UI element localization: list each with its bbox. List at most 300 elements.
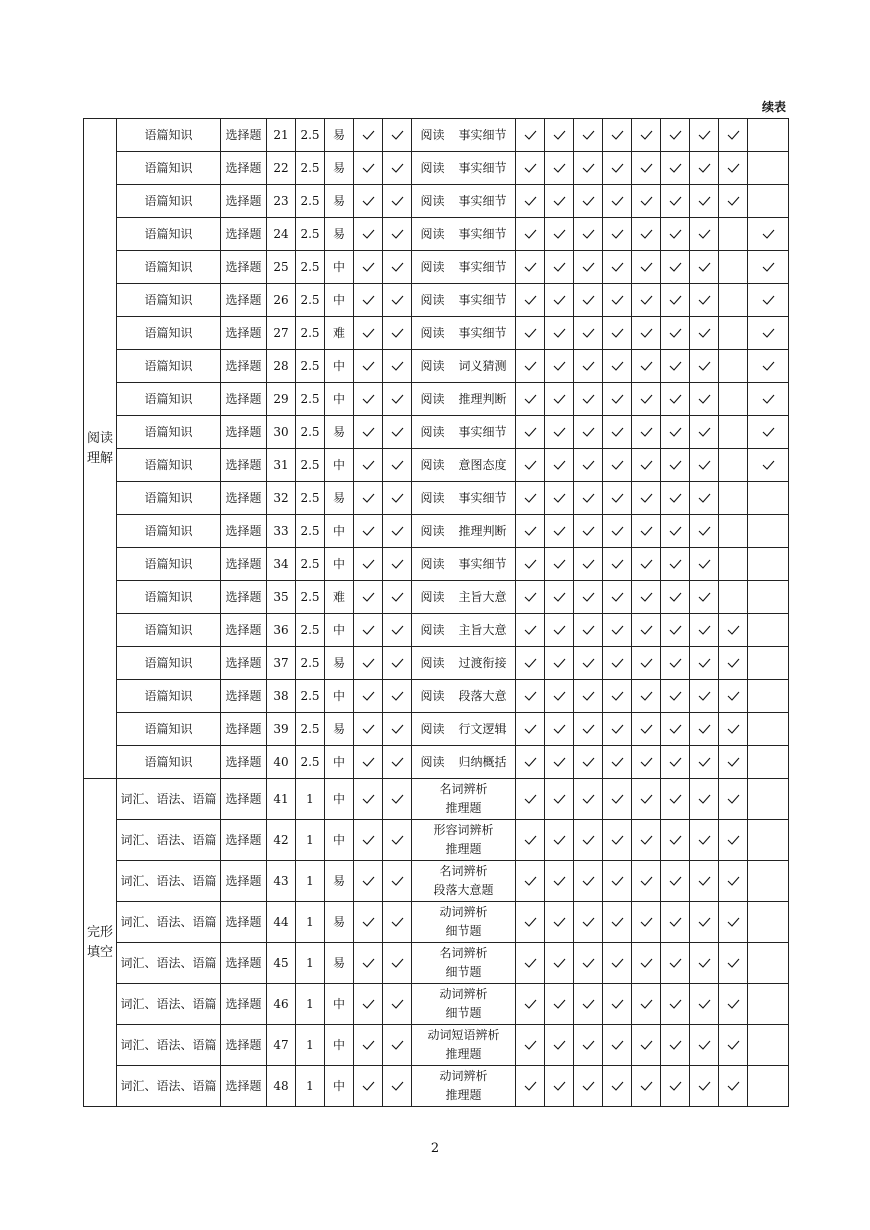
- check-cell: [719, 713, 748, 746]
- skill-cell: [412, 482, 516, 515]
- check-mark-icon: [553, 794, 566, 804]
- question-number-cell: 48: [267, 1066, 296, 1107]
- check-mark-icon: [669, 493, 682, 503]
- empty-check-cell: [719, 218, 748, 251]
- check-cell: [661, 416, 690, 449]
- check-mark-icon: [582, 917, 595, 927]
- score-cell: 2.5: [296, 218, 325, 251]
- check-mark-icon: [640, 295, 653, 305]
- check-cell: [603, 449, 632, 482]
- section-name-line: 阅读: [86, 430, 113, 446]
- check-cell: [661, 317, 690, 350]
- check-mark-icon: [553, 876, 566, 886]
- check-mark-icon: [553, 526, 566, 536]
- check-mark-icon: [362, 361, 375, 371]
- check-cell: [354, 284, 383, 317]
- check-mark-icon: [698, 295, 711, 305]
- skill-cell: [412, 185, 516, 218]
- check-mark-icon: [698, 999, 711, 1009]
- score-cell: 1: [296, 984, 325, 1025]
- skill-cell: [412, 449, 516, 482]
- check-mark-icon: [362, 196, 375, 206]
- check-cell: [574, 1066, 603, 1107]
- check-cell: [719, 779, 748, 820]
- skill-line: 推理题: [445, 1047, 482, 1061]
- difficulty-cell: 中: [325, 1025, 354, 1066]
- check-mark-icon: [553, 460, 566, 470]
- knowledge-cell: 词汇、语法、语篇: [117, 779, 221, 820]
- check-mark-icon: [553, 559, 566, 569]
- check-cell: [690, 1066, 719, 1107]
- check-cell: [383, 984, 412, 1025]
- skill-cell: [412, 647, 516, 680]
- check-cell: [690, 746, 719, 779]
- check-cell: [354, 152, 383, 185]
- empty-check-cell: [748, 902, 789, 943]
- check-cell: [661, 119, 690, 152]
- check-mark-icon: [698, 1081, 711, 1091]
- check-mark-icon: [640, 460, 653, 470]
- check-mark-icon: [640, 691, 653, 701]
- check-mark-icon: [553, 592, 566, 602]
- skill-category: 阅读: [420, 754, 445, 769]
- skill-cell: [412, 680, 516, 713]
- difficulty-cell: 易: [325, 416, 354, 449]
- check-mark-icon: [362, 958, 375, 968]
- difficulty-cell: 中: [325, 680, 354, 713]
- empty-check-cell: [748, 680, 789, 713]
- check-mark-icon: [611, 724, 624, 734]
- check-mark-icon: [669, 658, 682, 668]
- check-cell: [354, 746, 383, 779]
- check-cell: [574, 902, 603, 943]
- check-mark-icon: [611, 262, 624, 272]
- check-mark-icon: [611, 196, 624, 206]
- check-cell: [690, 482, 719, 515]
- check-cell: [545, 984, 574, 1025]
- check-mark-icon: [391, 427, 404, 437]
- score-cell: 2.5: [296, 152, 325, 185]
- check-cell: [545, 902, 574, 943]
- skill-detail: 归纳概括: [458, 754, 507, 769]
- skill-category: 阅读: [420, 457, 445, 472]
- check-cell: [719, 861, 748, 902]
- check-cell: [545, 284, 574, 317]
- check-cell: [354, 383, 383, 416]
- check-cell: [690, 185, 719, 218]
- page-number: 2: [430, 1141, 440, 1156]
- table-row: [84, 350, 789, 383]
- check-mark-icon: [611, 559, 624, 569]
- check-cell: [383, 152, 412, 185]
- check-mark-icon: [669, 917, 682, 927]
- check-cell: [603, 383, 632, 416]
- check-cell: [632, 647, 661, 680]
- check-cell: [690, 902, 719, 943]
- question-number-cell: 27: [267, 317, 296, 350]
- check-cell: [690, 820, 719, 861]
- skill-category: 阅读: [420, 688, 445, 703]
- check-mark-icon: [640, 835, 653, 845]
- check-cell: [354, 1066, 383, 1107]
- check-cell: [603, 1066, 632, 1107]
- check-cell: [545, 449, 574, 482]
- check-mark-icon: [553, 658, 566, 668]
- check-mark-icon: [582, 526, 595, 536]
- score-cell: 1: [296, 820, 325, 861]
- check-cell: [516, 152, 545, 185]
- check-mark-icon: [698, 196, 711, 206]
- check-mark-icon: [391, 1040, 404, 1050]
- question-type-cell: 选择题: [221, 251, 267, 284]
- check-cell: [690, 713, 719, 746]
- skill-cell: [412, 820, 516, 861]
- question-type-cell: 选择题: [221, 350, 267, 383]
- check-mark-icon: [698, 625, 711, 635]
- check-cell: [516, 861, 545, 902]
- skill-line: 动词辨析: [439, 1069, 488, 1083]
- check-cell: [574, 647, 603, 680]
- check-mark-icon: [640, 163, 653, 173]
- skill-cell: [412, 779, 516, 820]
- check-cell: [574, 984, 603, 1025]
- check-mark-icon: [391, 999, 404, 1009]
- question-type-cell: 选择题: [221, 647, 267, 680]
- check-mark-icon: [553, 295, 566, 305]
- check-mark-icon: [524, 691, 537, 701]
- check-cell: [690, 614, 719, 647]
- check-mark-icon: [524, 625, 537, 635]
- check-mark-icon: [669, 1040, 682, 1050]
- table-row: [84, 383, 789, 416]
- difficulty-cell: 中: [325, 548, 354, 581]
- question-type-cell: 选择题: [221, 943, 267, 984]
- check-mark-icon: [362, 876, 375, 886]
- check-cell: [383, 713, 412, 746]
- check-cell: [632, 746, 661, 779]
- check-mark-icon: [524, 835, 537, 845]
- check-mark-icon: [727, 625, 740, 635]
- question-number-cell: 26: [267, 284, 296, 317]
- check-mark-icon: [669, 559, 682, 569]
- check-mark-icon: [391, 526, 404, 536]
- check-cell: [690, 284, 719, 317]
- skill-detail: 事实细节: [458, 193, 507, 208]
- check-cell: [690, 548, 719, 581]
- skill-cell: [412, 746, 516, 779]
- check-mark-icon: [698, 835, 711, 845]
- question-type-cell: 选择题: [221, 119, 267, 152]
- check-mark-icon: [524, 1081, 537, 1091]
- check-cell: [383, 383, 412, 416]
- question-number-cell: 31: [267, 449, 296, 482]
- knowledge-cell: 词汇、语法、语篇: [117, 902, 221, 943]
- check-cell: [354, 902, 383, 943]
- skill-line: 形容词辨析: [433, 823, 494, 837]
- check-cell: [354, 317, 383, 350]
- check-cell: [690, 581, 719, 614]
- check-mark-icon: [611, 460, 624, 470]
- check-mark-icon: [611, 493, 624, 503]
- check-mark-icon: [640, 999, 653, 1009]
- check-cell: [545, 416, 574, 449]
- check-cell: [545, 317, 574, 350]
- question-type-cell: 选择题: [221, 820, 267, 861]
- check-cell: [354, 482, 383, 515]
- skill-cell: [412, 1066, 516, 1107]
- question-type-cell: 选择题: [221, 482, 267, 515]
- empty-check-cell: [748, 614, 789, 647]
- skill-cell: [412, 284, 516, 317]
- check-mark-icon: [582, 229, 595, 239]
- check-cell: [632, 449, 661, 482]
- skill-category: 阅读: [420, 622, 445, 637]
- check-cell: [383, 548, 412, 581]
- check-cell: [632, 350, 661, 383]
- check-cell: [383, 647, 412, 680]
- check-cell: [603, 614, 632, 647]
- score-cell: 2.5: [296, 746, 325, 779]
- check-mark-icon: [640, 196, 653, 206]
- check-mark-icon: [698, 691, 711, 701]
- check-cell: [383, 185, 412, 218]
- check-cell: [748, 416, 789, 449]
- check-cell: [719, 680, 748, 713]
- check-cell: [661, 779, 690, 820]
- check-mark-icon: [362, 427, 375, 437]
- check-mark-icon: [640, 229, 653, 239]
- check-cell: [354, 416, 383, 449]
- check-cell: [719, 820, 748, 861]
- question-number-cell: 41: [267, 779, 296, 820]
- empty-check-cell: [748, 185, 789, 218]
- check-cell: [661, 861, 690, 902]
- knowledge-cell: 语篇知识: [117, 482, 221, 515]
- empty-check-cell: [719, 416, 748, 449]
- check-mark-icon: [524, 163, 537, 173]
- check-cell: [661, 1066, 690, 1107]
- check-mark-icon: [669, 262, 682, 272]
- skill-detail: 行文逻辑: [458, 721, 507, 736]
- check-cell: [574, 185, 603, 218]
- check-mark-icon: [640, 592, 653, 602]
- check-mark-icon: [698, 163, 711, 173]
- check-cell: [383, 680, 412, 713]
- check-cell: [383, 581, 412, 614]
- check-mark-icon: [611, 229, 624, 239]
- check-cell: [632, 1066, 661, 1107]
- check-mark-icon: [669, 460, 682, 470]
- check-mark-icon: [553, 835, 566, 845]
- check-mark-icon: [582, 999, 595, 1009]
- check-mark-icon: [727, 196, 740, 206]
- check-mark-icon: [669, 361, 682, 371]
- check-mark-icon: [727, 794, 740, 804]
- check-cell: [383, 416, 412, 449]
- check-mark-icon: [698, 229, 711, 239]
- question-type-cell: 选择题: [221, 416, 267, 449]
- check-mark-icon: [698, 460, 711, 470]
- check-cell: [661, 218, 690, 251]
- check-cell: [574, 779, 603, 820]
- check-mark-icon: [582, 658, 595, 668]
- skill-category: 阅读: [420, 721, 445, 736]
- check-mark-icon: [391, 724, 404, 734]
- question-type-cell: 选择题: [221, 1025, 267, 1066]
- check-cell: [632, 317, 661, 350]
- check-mark-icon: [640, 1040, 653, 1050]
- difficulty-cell: 易: [325, 218, 354, 251]
- check-mark-icon: [362, 229, 375, 239]
- skill-line: 细节题: [445, 965, 482, 979]
- check-mark-icon: [582, 262, 595, 272]
- skill-category: 阅读: [420, 490, 445, 505]
- check-mark-icon: [698, 794, 711, 804]
- score-cell: 2.5: [296, 515, 325, 548]
- table-row: [84, 416, 789, 449]
- check-cell: [690, 515, 719, 548]
- check-cell: [354, 119, 383, 152]
- check-cell: [383, 218, 412, 251]
- skill-detail: 推理判断: [458, 523, 507, 538]
- question-number-cell: 35: [267, 581, 296, 614]
- check-mark-icon: [611, 361, 624, 371]
- check-mark-icon: [362, 1081, 375, 1091]
- empty-check-cell: [719, 284, 748, 317]
- check-cell: [516, 779, 545, 820]
- empty-check-cell: [748, 779, 789, 820]
- check-mark-icon: [362, 999, 375, 1009]
- check-mark-icon: [524, 493, 537, 503]
- check-cell: [516, 943, 545, 984]
- check-cell: [690, 251, 719, 284]
- check-mark-icon: [362, 835, 375, 845]
- check-mark-icon: [524, 592, 537, 602]
- knowledge-cell: 词汇、语法、语篇: [117, 820, 221, 861]
- check-mark-icon: [391, 229, 404, 239]
- table-row: [84, 1066, 789, 1107]
- check-mark-icon: [362, 917, 375, 927]
- check-cell: [574, 548, 603, 581]
- check-cell: [383, 449, 412, 482]
- empty-check-cell: [719, 383, 748, 416]
- skill-detail: 事实细节: [458, 556, 507, 571]
- difficulty-cell: 中: [325, 284, 354, 317]
- check-cell: [603, 119, 632, 152]
- check-cell: [383, 515, 412, 548]
- skill-cell: [412, 416, 516, 449]
- difficulty-cell: 中: [325, 1066, 354, 1107]
- check-mark-icon: [391, 493, 404, 503]
- check-mark-icon: [698, 361, 711, 371]
- check-mark-icon: [669, 876, 682, 886]
- check-mark-icon: [524, 295, 537, 305]
- check-mark-icon: [524, 427, 537, 437]
- check-cell: [603, 284, 632, 317]
- skill-category: 阅读: [420, 424, 445, 439]
- check-cell: [603, 902, 632, 943]
- check-cell: [516, 449, 545, 482]
- empty-check-cell: [748, 647, 789, 680]
- question-number-cell: 22: [267, 152, 296, 185]
- check-cell: [661, 383, 690, 416]
- check-mark-icon: [669, 757, 682, 767]
- check-mark-icon: [640, 917, 653, 927]
- check-mark-icon: [762, 328, 775, 338]
- check-cell: [383, 861, 412, 902]
- skill-category: 阅读: [420, 391, 445, 406]
- check-cell: [719, 746, 748, 779]
- check-cell: [719, 943, 748, 984]
- score-cell: 2.5: [296, 449, 325, 482]
- check-mark-icon: [524, 559, 537, 569]
- difficulty-cell: 易: [325, 647, 354, 680]
- check-cell: [574, 713, 603, 746]
- check-cell: [661, 284, 690, 317]
- check-mark-icon: [362, 460, 375, 470]
- knowledge-cell: 语篇知识: [117, 581, 221, 614]
- check-mark-icon: [611, 295, 624, 305]
- check-mark-icon: [391, 592, 404, 602]
- check-mark-icon: [727, 999, 740, 1009]
- check-cell: [574, 614, 603, 647]
- check-mark-icon: [611, 958, 624, 968]
- difficulty-cell: 易: [325, 185, 354, 218]
- check-mark-icon: [582, 592, 595, 602]
- table-row: [84, 284, 789, 317]
- check-mark-icon: [698, 917, 711, 927]
- check-mark-icon: [727, 691, 740, 701]
- empty-check-cell: [748, 713, 789, 746]
- check-mark-icon: [362, 130, 375, 140]
- check-mark-icon: [640, 658, 653, 668]
- check-mark-icon: [611, 835, 624, 845]
- difficulty-cell: 易: [325, 152, 354, 185]
- check-cell: [354, 515, 383, 548]
- table-row: [84, 515, 789, 548]
- check-cell: [603, 746, 632, 779]
- empty-check-cell: [719, 515, 748, 548]
- check-cell: [354, 350, 383, 383]
- check-mark-icon: [669, 794, 682, 804]
- check-mark-icon: [582, 361, 595, 371]
- skill-cell: [412, 614, 516, 647]
- check-mark-icon: [727, 958, 740, 968]
- check-cell: [719, 984, 748, 1025]
- check-mark-icon: [524, 460, 537, 470]
- difficulty-cell: 易: [325, 902, 354, 943]
- knowledge-cell: 词汇、语法、语篇: [117, 1066, 221, 1107]
- check-cell: [516, 820, 545, 861]
- check-mark-icon: [611, 592, 624, 602]
- check-mark-icon: [640, 794, 653, 804]
- difficulty-cell: 中: [325, 449, 354, 482]
- empty-check-cell: [719, 251, 748, 284]
- skill-detail: 事实细节: [458, 292, 507, 307]
- check-mark-icon: [391, 130, 404, 140]
- check-mark-icon: [362, 295, 375, 305]
- check-cell: [516, 284, 545, 317]
- check-cell: [719, 1025, 748, 1066]
- check-cell: [574, 251, 603, 284]
- check-cell: [748, 284, 789, 317]
- empty-check-cell: [748, 746, 789, 779]
- check-cell: [603, 861, 632, 902]
- check-cell: [383, 284, 412, 317]
- check-cell: [603, 416, 632, 449]
- check-cell: [603, 680, 632, 713]
- check-mark-icon: [524, 876, 537, 886]
